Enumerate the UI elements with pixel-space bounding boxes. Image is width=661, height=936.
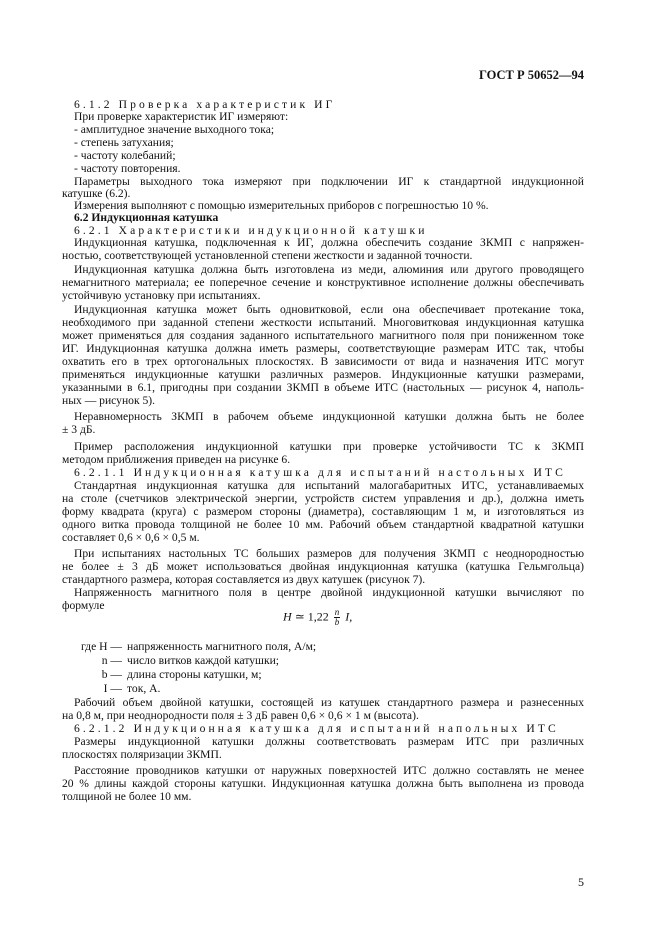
- list-item: - частоту колебаний;: [74, 149, 176, 162]
- section-6-2-title: 6.2 Индукционная катушка: [74, 211, 219, 224]
- text-line: указанными в 6.1, пригодны при создании ЗКМП в объеме ИТС (настольных — рисунок 4, наполь-: [62, 381, 584, 394]
- text-line: необходимого при заданной степени жесткости испытаний. Многовитковая индукционная катушка: [62, 316, 584, 329]
- where-text: ток, А.: [127, 682, 161, 695]
- text-line: Измерения выполняют с помощью измерительных приборов с погрешностью 10 %.: [74, 199, 489, 212]
- text-line: Напряженность магнитного поля в центре двойной индукционной катушки вычисляют по: [74, 586, 584, 599]
- text-line: 20 % длины каждой стороны катушки. Индукционная катушка должна быть выполнена из провода: [62, 777, 584, 790]
- formula-coef: 1,22: [307, 609, 329, 624]
- text-line: При испытаниях настольных ТС больших размеров для получения ЗКМП с неоднородностью: [74, 547, 584, 560]
- text-line: на 0,8 м, при неоднородности поля ± 3 дБ равен 0,6 × 0,6 × 1 м (высота).: [62, 709, 419, 722]
- formula-denominator: b: [334, 617, 340, 627]
- where-symbol: n —: [101, 654, 122, 667]
- where-symbol: I —: [103, 682, 122, 695]
- text-line: толщиной не более 10 мм.: [62, 790, 192, 803]
- text-line: на столе (счетчиков электрической энергии, устройств систем управления и др.), должна иметь: [62, 492, 584, 505]
- text-line: охватить его в трех ортогональных плоскостях. В зависимости от вида и назначения ИТС могут: [62, 355, 584, 368]
- text-line: Индукционная катушка может быть одновитковой, если она обеспечивает протекание тока,: [74, 303, 584, 316]
- where-text: напряженность магнитного поля, А/м;: [127, 640, 317, 653]
- text-line: ных — рисунок 5).: [62, 394, 156, 407]
- formula-rhs: I,: [345, 609, 353, 624]
- text-line: формуле: [62, 599, 105, 612]
- text-line: Пример расположения индукционной катушки при проверке устойчивости ТС к ЗКМП: [74, 440, 584, 453]
- document-header: ГОСТ Р 50652—94: [478, 68, 584, 82]
- text-line: стандартного размера, которая составляется из двух катушек (рисунок 7).: [62, 573, 426, 586]
- text-line: форму квадрата (круга) с размером стороны (диаметра), составляющим 1 м, и изготовляться из: [62, 505, 584, 518]
- text-line: катушке (6.2).: [62, 187, 131, 200]
- list-item: - степень затухания;: [74, 136, 174, 149]
- where-symbol: b —: [101, 668, 122, 681]
- text-line: Расстояние проводников катушки от наружных поверхностей ИТС должно составлять не менее: [74, 764, 584, 777]
- section-6-2-1-1-title: 6.2.1.1 Индукционная катушка для испытаний настольных ИТС: [74, 466, 566, 479]
- formula-lhs: H: [283, 609, 292, 624]
- where-symbol: где H —: [81, 640, 122, 653]
- formula: [283, 608, 352, 627]
- text-line: ИГ. Индукционная катушка должна иметь размеры, соответствующие размерам ИТС так, чтобы: [62, 342, 584, 355]
- list-item: - частоту повторения.: [74, 162, 181, 175]
- section-6-1-2-title: 6.1.2 Проверка характеристик ИГ: [74, 98, 336, 111]
- text-line: плоскостях поляризации ЗКМП.: [62, 748, 222, 761]
- section-6-2-1-title: 6.2.1 Характеристики индукционной катушки: [74, 224, 428, 237]
- text-line: ностью, соответствующей установленной степени жесткости и заданной точности.: [62, 249, 473, 262]
- text-line: Размеры индукционной катушки должны соответствовать размерам ИТС при различных: [74, 735, 584, 748]
- text-line: применяться индукционные катушки различных размеров. Индукционные катушки размерами,: [62, 368, 584, 381]
- where-text: длина стороны катушки, м;: [127, 668, 262, 681]
- text-line: немагнитного материала; ее поперечное сечение и конструктивное исполнение должны обеспечивать: [62, 276, 584, 289]
- formula-approx: ≃: [294, 609, 305, 624]
- where-text: число витков каждой катушки;: [127, 654, 280, 667]
- formula-fraction: [334, 608, 341, 627]
- text-line: При проверке характеристик ИГ измеряют:: [74, 110, 289, 123]
- formula-numerator: n: [334, 607, 340, 617]
- text-line: Стандартная индукционная катушка для испытаний малогабаритных ИТС, устанавливаемых: [74, 479, 584, 492]
- text-line: ± 3 дБ.: [62, 423, 96, 436]
- text-line: не более ± 3 дБ может использоваться двойная индукционная катушка (катушка Гельмгольца): [62, 560, 584, 573]
- text-line: устойчивую установку при испытаниях.: [62, 289, 261, 302]
- text-line: одного витка провода толщиной не более 10 мм. Рабочий объем стандартной квадратной катушки: [62, 518, 584, 531]
- text-line: может применяться для создания заданного испытательного магнитного поля при пониженном токе: [62, 329, 584, 342]
- page-number: 5: [578, 875, 584, 889]
- text-line: методом приближения приведен на рисунке 6.: [62, 453, 291, 466]
- text-line: Индукционная катушка должна быть изготовлена из меди, алюминия или другого проводящего: [74, 263, 584, 276]
- text-line: составляет 0,6 × 0,6 × 0,5 м.: [62, 531, 200, 544]
- list-item: - амплитудное значение выходного тока;: [74, 123, 275, 136]
- text-line: Неравномерность ЗКМП в рабочем объеме индукционной катушки должна быть не более: [74, 410, 584, 423]
- text-line: Рабочий объем двойной катушки, состоящей из катушек стандартного размера и разнесенных: [74, 696, 584, 709]
- section-6-2-1-2-title: 6.2.1.2 Индукционная катушка для испытаний напольных ИТС: [74, 722, 559, 735]
- text-line: Индукционная катушка, подключенная к ИГ, должна обеспечить создание ЗКМП с напряжен-: [74, 236, 584, 249]
- text-line: Параметры выходного тока измеряют при подключении ИГ к стандартной индукционной: [74, 175, 584, 188]
